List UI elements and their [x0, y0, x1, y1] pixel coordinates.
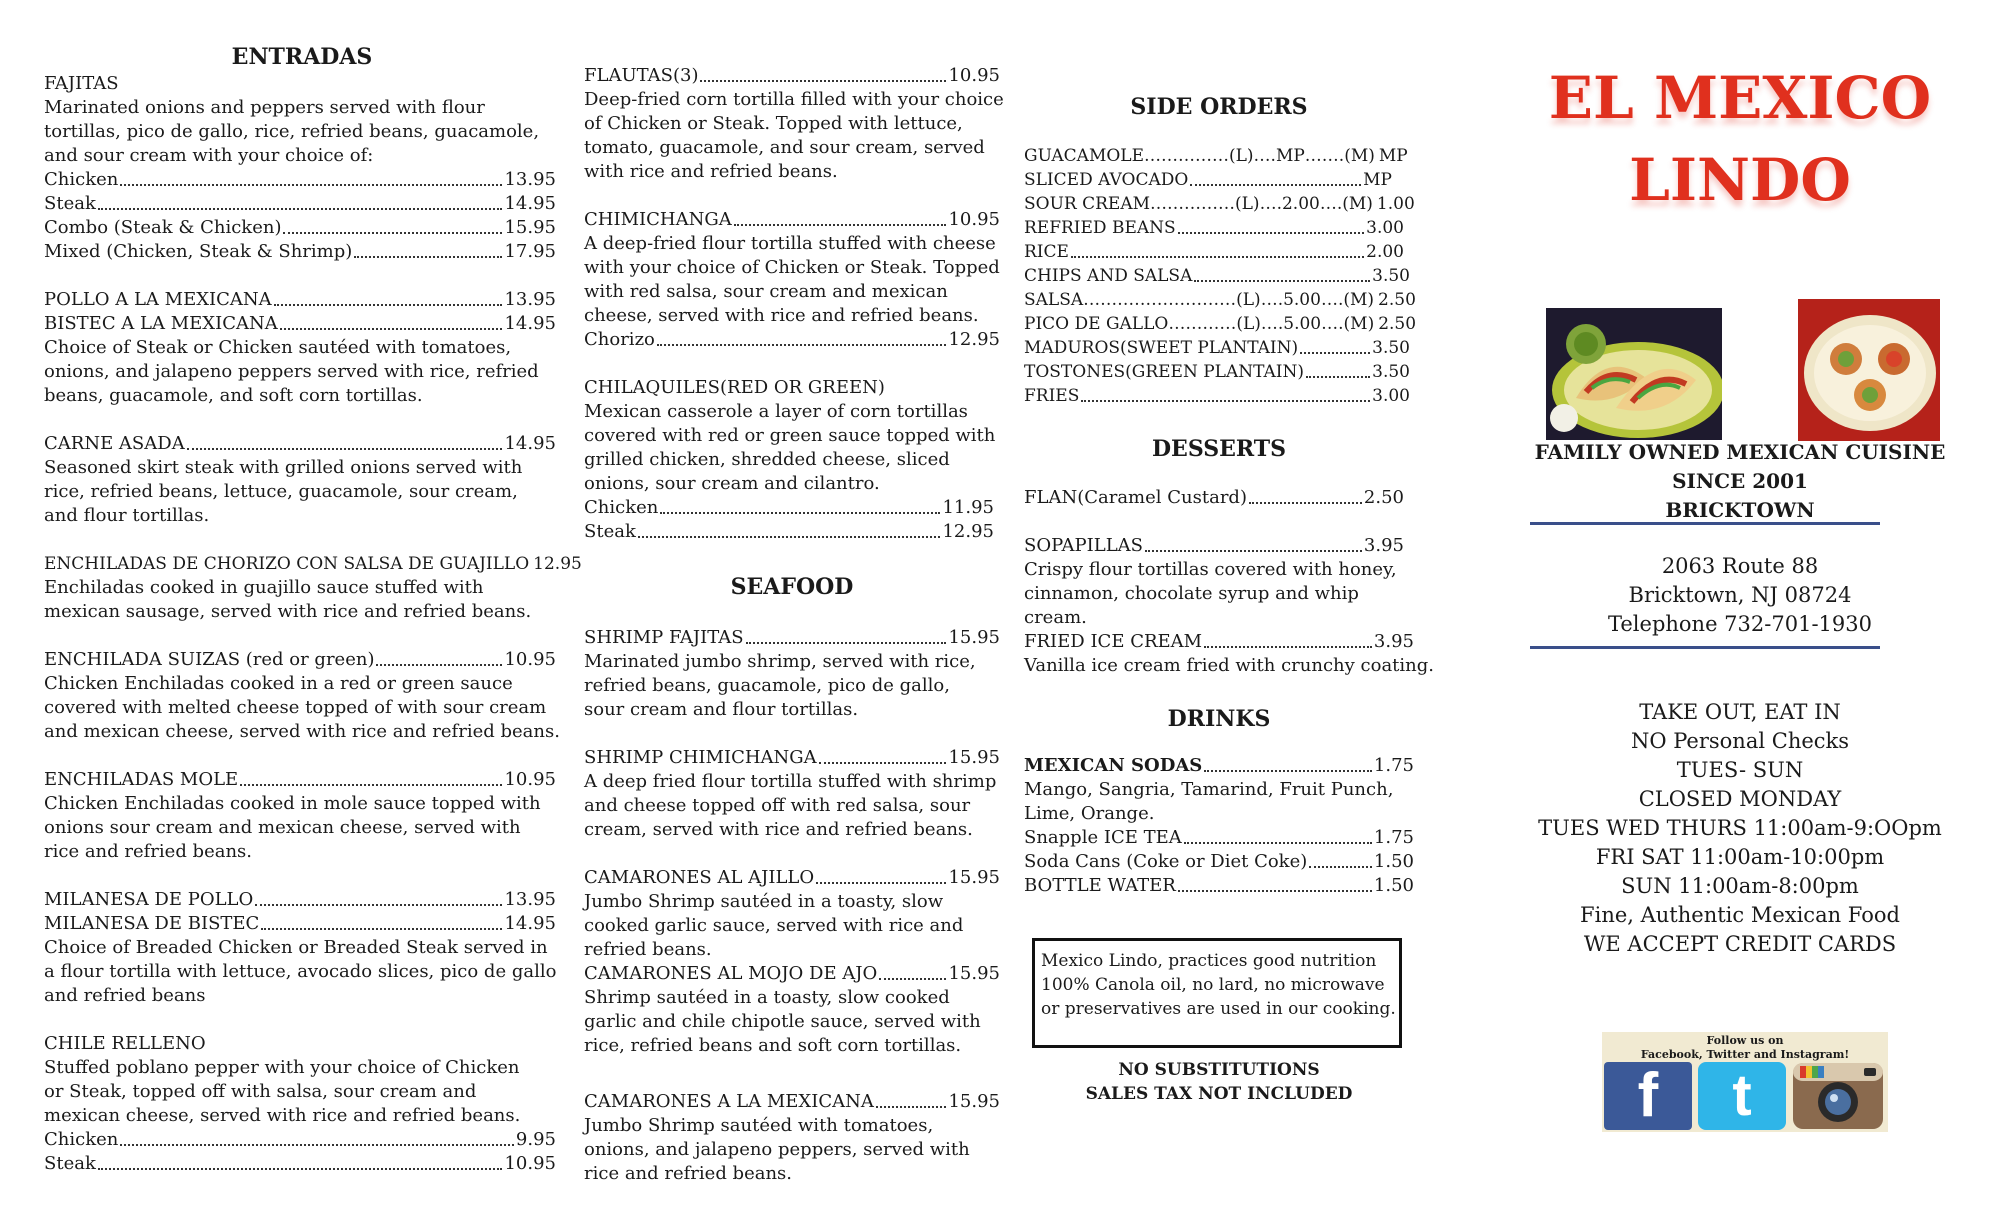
menu-item: TOSTONES(GREEN PLANTAIN) 3.50 — [1024, 362, 1410, 382]
sopapillas-description: Crispy flour tortillas covered with honey, cinnamon, chocolate syrup and whip cream. — [1024, 559, 1397, 628]
menu-item: SOUR CREAM……………(L)….2.00….(M) 1.00 — [1024, 194, 1415, 214]
desserts-heading: DESSERTS — [1151, 436, 1287, 462]
social-banner-line-1: Follow us on — [1706, 1034, 1784, 1047]
info-line: CLOSED MONDAY — [1638, 787, 1842, 811]
menu-item: Snapple ICE TEA 1.75 — [1024, 827, 1414, 848]
info-line: SUN 11:00am-8:00pm — [1621, 874, 1859, 898]
menu-item: SHRIMP CHIMICHANGA 15.95 — [584, 747, 1000, 768]
menu-item: CHIPS AND SALSA 3.50 — [1024, 266, 1410, 286]
menu-item: ENCHILADA SUIZAS (red or green) 10.95 — [44, 649, 556, 670]
instagram-icon[interactable] — [1792, 1062, 1884, 1130]
menu-item: RICE 2.00 — [1024, 242, 1404, 262]
menu-item: Soda Cans (Coke or Diet Coke) 1.50 — [1024, 851, 1414, 872]
menu-item: CARNE ASADA 14.95 — [44, 433, 556, 454]
info-line: WE ACCEPT CREDIT CARDS — [1583, 932, 1897, 956]
chile-relleno-description: Stuffed poblano pepper with your choice of Chicken or Steak, topped off with salsa, sour cream and mexican cheese, served with rice and refried beans. — [44, 1057, 521, 1126]
menu-item: POLLO A LA MEXICANA 13.95 — [44, 289, 556, 310]
divider-top — [1530, 522, 1880, 525]
menu-item: FLAN(Caramel Custard) 2.50 — [1024, 487, 1404, 508]
chile-relleno-title: CHILE RELLENO — [44, 1033, 206, 1054]
chimichanga-description: A deep-fried flour tortilla stuffed with cheese with your choice of Chicken or Steak. Topped with red salsa, sour cream and mexican cheese, served with rice and refried beans. — [584, 233, 1000, 326]
phone-number: Telephone 732-701-1930 — [1608, 612, 1872, 636]
logo-line-1: EL MEXICO — [1548, 64, 1932, 132]
nutrition-note: Mexico Lindo, practices good nutrition 100% Canola oil, no lard, no microwave or preservatives are used in our cooking. — [1041, 951, 1396, 1019]
menu-item: SHRIMP FAJITAS 15.95 — [584, 627, 1000, 648]
menu-item: Mixed (Chicken, Steak & Shrimp) 17.95 — [44, 241, 556, 262]
menu-item: BISTEC A LA MEXICANA 14.95 — [44, 313, 556, 334]
no-substitutions: NO SUBSTITUTIONS — [1118, 1060, 1320, 1080]
tacos-photo — [1546, 308, 1722, 440]
menu-item: MADUROS(SWEET PLANTAIN) 3.50 — [1024, 338, 1410, 358]
facebook-icon[interactable]: f — [1604, 1062, 1692, 1130]
tagline-bricktown: BRICKTOWN — [1665, 498, 1815, 522]
shrimp-fajitas-description: Marinated jumbo shrimp, served with rice, refried beans, guacamole, pico de gallo, sour cream and flour tortillas. — [584, 651, 976, 720]
menu-item: FRIES 3.00 — [1024, 386, 1410, 406]
menu-item: CHIMICHANGA 10.95 — [584, 209, 1000, 230]
nutrition-note-box — [1032, 938, 1402, 1048]
menu-item: ENCHILADAS MOLE 10.95 — [44, 769, 556, 790]
seafood-heading: SEAFOOD — [730, 574, 854, 600]
fried-ice-cream-description: Vanilla ice cream fried with crunchy coating. — [1024, 655, 1435, 676]
entradas-heading: ENTRADAS — [231, 44, 373, 70]
menu-item: ENCHILADAS DE CHORIZO CON SALSA DE GUAJILLO 12.95 — [44, 554, 582, 574]
menu-item: REFRIED BEANS 3.00 — [1024, 218, 1404, 238]
sales-tax-note: SALES TAX NOT INCLUDED — [1085, 1084, 1353, 1104]
shrimp-chimichanga-description: A deep fried flour tortilla stuffed with shrimp and cheese topped off with red salsa, sour cream, served with rice and refried beans. — [584, 771, 997, 840]
tagline-since: SINCE 2001 — [1672, 469, 1808, 493]
mexicana-description: Choice of Steak or Chicken sautéed with tomatoes, onions, and jalapeno peppers served with rice, refried beans, guacamole, and soft corn tortillas. — [44, 337, 539, 406]
menu-item: MILANESA DE POLLO 13.95 — [44, 889, 556, 910]
logo-line-2: LINDO — [1629, 146, 1851, 214]
menu-item: PICO DE GALLO…………(L)….5.00….(M) 2.50 — [1024, 314, 1417, 334]
menu-item: SLICED AVOCADO MP — [1024, 170, 1392, 190]
suizas-description: Chicken Enchiladas cooked in a red or green sauce covered with melted cheese topped of with sour cream and mexican cheese, served with rice and refried beans. — [44, 673, 560, 742]
drinks-heading: DRINKS — [1167, 706, 1271, 732]
menu-item: FLAUTAS(3) 10.95 — [584, 65, 1000, 86]
twitter-icon[interactable]: t — [1698, 1062, 1786, 1130]
menu-item: Chicken 11.95 — [584, 497, 994, 518]
menu-item: Steak 12.95 — [584, 521, 994, 542]
info-line: TUES WED THURS 11:00am-9:OOpm — [1538, 816, 1942, 840]
chilaquiles-description: Mexican casserole a layer of corn tortillas covered with red or green sauce topped with grilled chicken, shredded cheese, sliced onions, sour cream and cilantro. — [584, 401, 996, 494]
appetizer-photo — [1798, 299, 1940, 441]
fajitas-description: Marinated onions and peppers served with flour tortillas, pico de gallo, rice, refried beans, guacamole, and sour cream with your choice of: — [44, 97, 540, 166]
menu-item: MEXICAN SODAS 1.75 — [1024, 755, 1414, 776]
info-line: FRI SAT 11:00am-10:00pm — [1595, 845, 1885, 869]
divider-bottom — [1530, 646, 1880, 649]
fajitas-title: FAJITAS — [44, 73, 119, 94]
menu-item: Steak 14.95 — [44, 193, 556, 214]
carne-description: Seasoned skirt steak with grilled onions served with rice, refried beans, lettuce, guacamole, sour cream, and flour tortillas. — [44, 457, 523, 526]
info-line: Fine, Authentic Mexican Food — [1580, 903, 1900, 927]
mojo-description: Shrimp sautéed in a toasty, slow cooked garlic and chile chipotle sauce, served with rice, refried beans and soft corn tortillas. — [584, 987, 981, 1056]
menu-item: SALSA………………………(L)….5.00….(M) 2.50 — [1024, 290, 1416, 310]
side-orders-heading: SIDE ORDERS — [1130, 94, 1308, 120]
menu-item: GUACAMOLE……………(L)….MP…….(M) MP — [1024, 146, 1408, 166]
menu-item: MILANESA DE BISTEC 14.95 — [44, 913, 556, 934]
milanesa-description: Choice of Breaded Chicken or Breaded Steak served in a flour tortilla with lettuce, avocado slices, pico de gallo and refried beans — [44, 937, 557, 1006]
menu-item: CAMARONES AL AJILLO 15.95 — [584, 867, 1000, 888]
social-banner-line-2: Facebook, Twitter and Instagram! — [1640, 1048, 1850, 1061]
menu-item: Chorizo 12.95 — [584, 329, 1000, 350]
menu-item: CAMARONES A LA MEXICANA 15.95 — [584, 1091, 1000, 1112]
chorizo-description: Enchiladas cooked in guajillo sauce stuffed with mexican sausage, served with rice and refried beans. — [44, 577, 532, 622]
sodas-description: Mango, Sangria, Tamarind, Fruit Punch, Lime, Orange. — [1024, 779, 1394, 824]
menu-item: SOPAPILLAS 3.95 — [1024, 535, 1404, 556]
address-city: Bricktown, NJ 08724 — [1628, 583, 1852, 607]
tagline-family-owned: FAMILY OWNED MEXICAN CUISINE — [1534, 440, 1946, 464]
social-banner — [1602, 1032, 1888, 1132]
address-street: 2063 Route 88 — [1661, 554, 1819, 578]
menu-item: Chicken 9.95 — [44, 1129, 556, 1150]
chilaquiles-title: CHILAQUILES(RED OR GREEN) — [584, 377, 885, 398]
menu-item: Combo (Steak & Chicken) 15.95 — [44, 217, 556, 238]
ajillo-description: Jumbo Shrimp sautéed in a toasty, slow cooked garlic sauce, served with rice and refried beans. — [584, 891, 964, 960]
menu-item: CAMARONES AL MOJO DE AJO 15.95 — [584, 963, 1000, 984]
menu-item: Steak 10.95 — [44, 1153, 556, 1174]
info-line: NO Personal Checks — [1630, 729, 1850, 753]
menu-item: FRIED ICE CREAM 3.95 — [1024, 631, 1414, 652]
menu-item: Chicken 13.95 — [44, 169, 556, 190]
mole-description: Chicken Enchiladas cooked in mole sauce topped with onions sour cream and mexican cheese, served with rice and refried beans. — [44, 793, 541, 862]
menu-item: BOTTLE WATER 1.50 — [1024, 875, 1414, 896]
flautas-description: Deep-fried corn tortilla filled with your choice of Chicken or Steak. Topped with lettuce, tomato, guacamole, and sour cream, served with rice and refried beans. — [584, 89, 1004, 182]
info-line: TAKE OUT, EAT IN — [1639, 700, 1841, 724]
info-line: TUES- SUN — [1676, 758, 1804, 782]
camarones-mexicana-description: Jumbo Shrimp sautéed with tomatoes, onions, and jalapeno peppers, served with rice and refried beans. — [584, 1115, 970, 1184]
